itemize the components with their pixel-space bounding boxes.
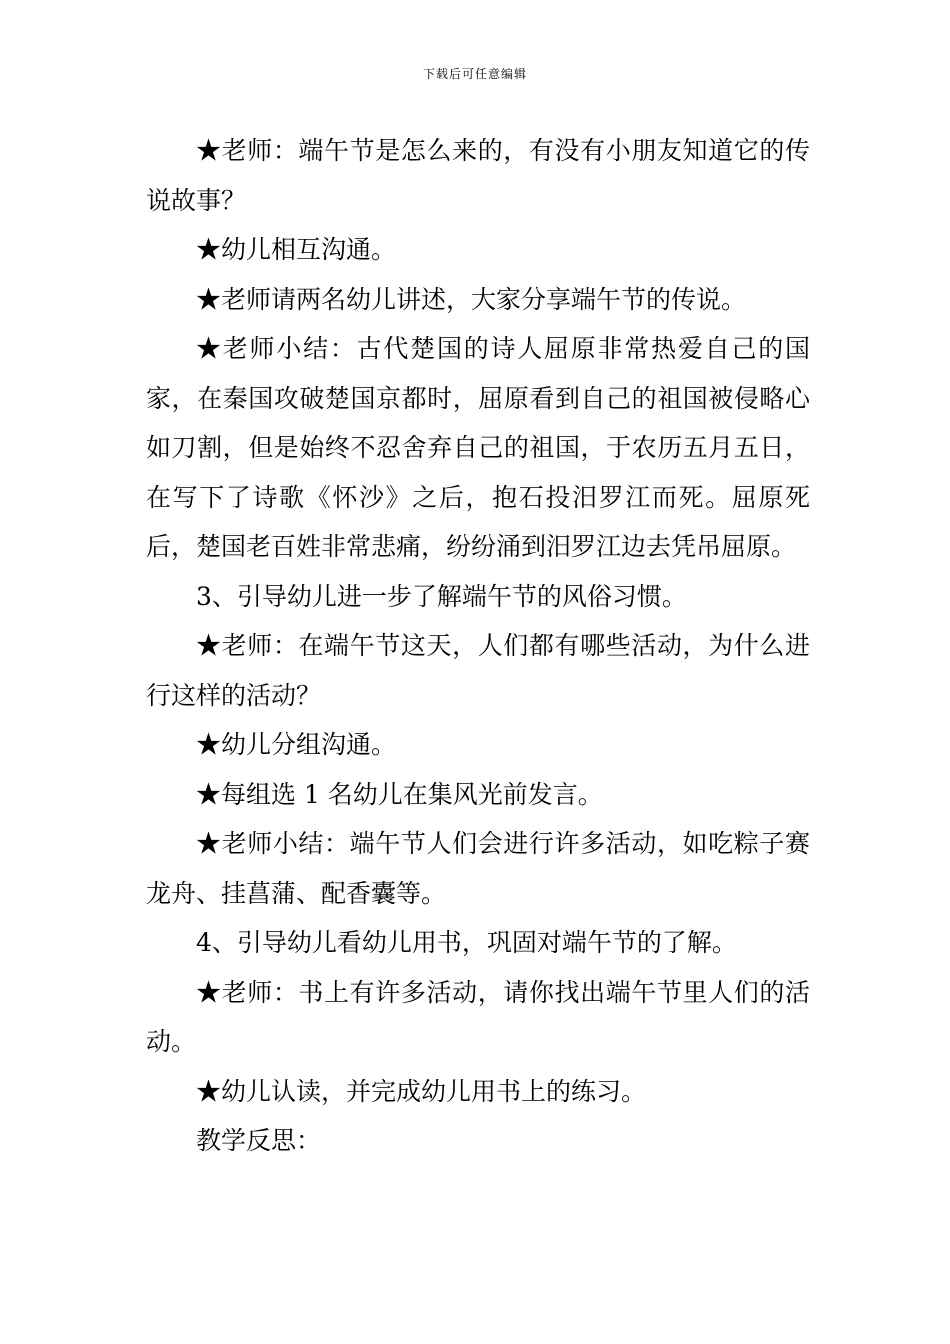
paragraph-teacher-summary-quyuan: ★老师小结：古代楚国的诗人屈原非常热爱自己的国家，在秦国攻破楚国京都时，屈原看到自己的祖国被侵略心如刀割，但是始终不忍舍弃自己的祖国，于农历五月五日，在写下了诗歌《怀沙》之后，抱石投汨罗江而死。屈原死后，楚国老百姓非常悲痛，纷纷涌到汨罗江边去凭吊屈原。 [146,334,810,561]
paragraph-teacher-summary-activities: ★老师小结：端午节人们会进行许多活动，如吃粽子赛龙舟、挂菖蒲、配香囊等。 [146,829,810,908]
paragraph-teacher-question-origin: ★老师：端午节是怎么来的，有没有小朋友知道它的传说故事？ [146,136,810,215]
page-header: 下载后可任意编辑 [422,67,527,81]
paragraph-teaching-reflection: 教学反思： [196,1126,322,1155]
paragraph-children-exercise: ★幼儿认读，并完成幼儿用书上的练习。 [196,1076,647,1106]
paragraph-children-narrate: ★老师请两名幼儿讲述，大家分享端午节的传说。 [196,284,747,314]
paragraph-group-communicate: ★幼儿分组沟通。 [196,730,397,759]
paragraph-group-speaker: ★每组选 1 名幼儿在集风光前发言。 [196,779,603,809]
paragraph-children-communicate: ★幼儿相互沟通。 [196,235,397,264]
paragraph-step-3: 3、引导幼儿进一步了解端午节的风俗习惯。 [196,581,687,611]
document-body [146,126,810,1166]
paragraph-step-4: 4、引导幼儿看幼儿用书，巩固对端午节的了解。 [196,928,737,957]
paragraph-teacher-book-task: ★老师：书上有许多活动，请你找出端午节里人们的活动。 [146,977,810,1056]
paragraph-teacher-question-activities: ★老师：在端午节这天，人们都有哪些活动，为什么进行这样的活动？ [146,631,810,710]
